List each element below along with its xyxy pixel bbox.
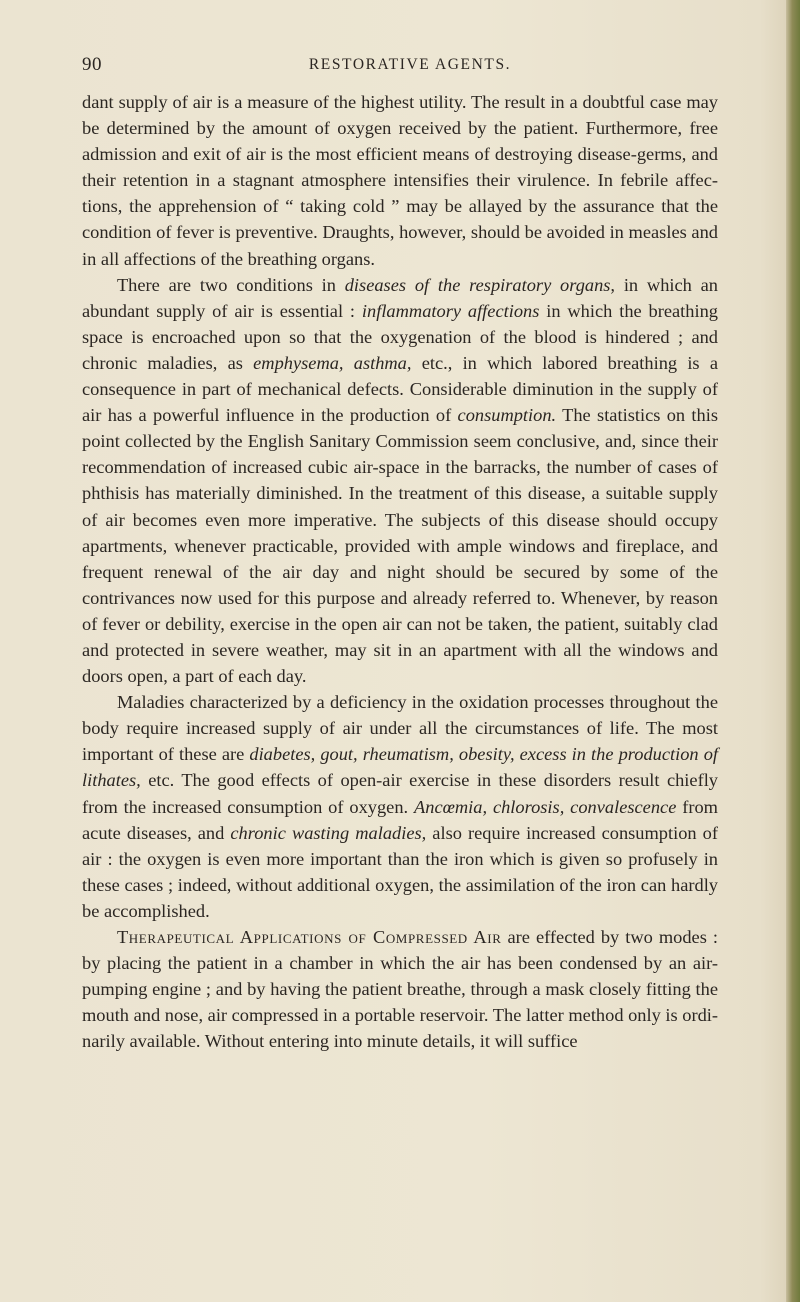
text-run: The statistics on this point collected by the English Sanitary Commission seem conclusive, and, since their recommendation of increased cubic air-space in the barracks, the number of cases of phthisis has materially diminished. In the treatment of this disease, a suitable supply of air becomes even more imperative. The subjects of this disease should occupy apartments, whenever practicable, provided with ample windows and fireplace, and frequent renewal of the air day and night should be secured by some of the contrivances now used for this purpose and already referred to. Whenever, by reason of fever or debility, exercise in the open air can not be taken, the patient, suitably clad and protected in severe weather, may sit in an apartment with all the windows and doors open, a part of each day. [82, 405, 718, 687]
paragraph [82, 924, 718, 1054]
text-run: also require increased consumption of air : the oxygen is even more important than the iron which is given so profusely in these cases ; indeed, without additional oxygen, the assimilation of the iron can hardly be accomplished. [82, 822, 718, 921]
page-edge-shadow [786, 0, 800, 1302]
text-run: in which an abundant supply of air is essential : [82, 274, 718, 321]
italic-term: chronic wasting maladies, [230, 822, 427, 843]
paragraph [82, 689, 718, 924]
text-run: in which the breathing space is encroached upon so that the oxygenation of the blood is hindered ; and chronic maladies, as [82, 300, 718, 373]
section-lead-in: Therapeutical Applications of Compressed Air [116, 927, 502, 947]
page-number: 90 [82, 54, 102, 75]
italic-term: inflammatory affections [361, 300, 540, 321]
text-run: etc. The good effects of open-air exercise in these disorders result chiefly from the increased consumption of oxygen. [82, 770, 718, 817]
running-head: RESTORATIVE AGENTS. [308, 56, 512, 73]
paragraph [82, 89, 718, 272]
text-run: etc., in which labored breathing is a consequence in part of mechanical defects. Considerable diminution in the supply of air has a powerful influence in the production of [82, 352, 718, 426]
text-run: dant supply of air is a measure of the highest utility. The result in a doubtful case may be determined by the amount of oxygen received by the patient. Furthermore, free admission and exit of air is the most efficient means of destroying disease-germs, and their retention in a stagnant atmosphere intensifies their virulence. In febrile affections, the apprehension of “ taking cold ” may be allayed by the assurance that the condition of fever is preventive. Draughts, however, should be avoided in measles and in all affections of the breathing organs. [82, 92, 718, 269]
italic-term: emphysema, asthma, [253, 352, 412, 373]
text-run: from acute diseases, and [82, 796, 718, 843]
text-run: There are two conditions in [116, 274, 345, 295]
italic-term: consumption. [457, 405, 557, 426]
italic-term: diabetes, gout, rheumatism, obesity, excess in the production of lithates, [82, 744, 719, 791]
paragraph [82, 272, 718, 690]
text-run: are effected by two modes : by placing the patient in a chamber in which the air has been condensed by an air-pumping engine ; and by having the patient breathe, through a mask closely fitting the mouth and nose, air compressed in a portable reservoir. The latter method only is ordinarily available. Without entering into minute details, it will suffice [82, 927, 719, 1052]
text-run: Maladies characterized by a deficiency in the oxidation processes throughout the body require increased supply of air under all the circumstances of life. The most important of these are [82, 692, 718, 765]
italic-term: diseases of the respiratory organs, [344, 274, 616, 295]
body-text [82, 89, 718, 1054]
page-header [82, 54, 718, 80]
italic-term: Ancœmia, chlorosis, convalescence [414, 796, 677, 817]
